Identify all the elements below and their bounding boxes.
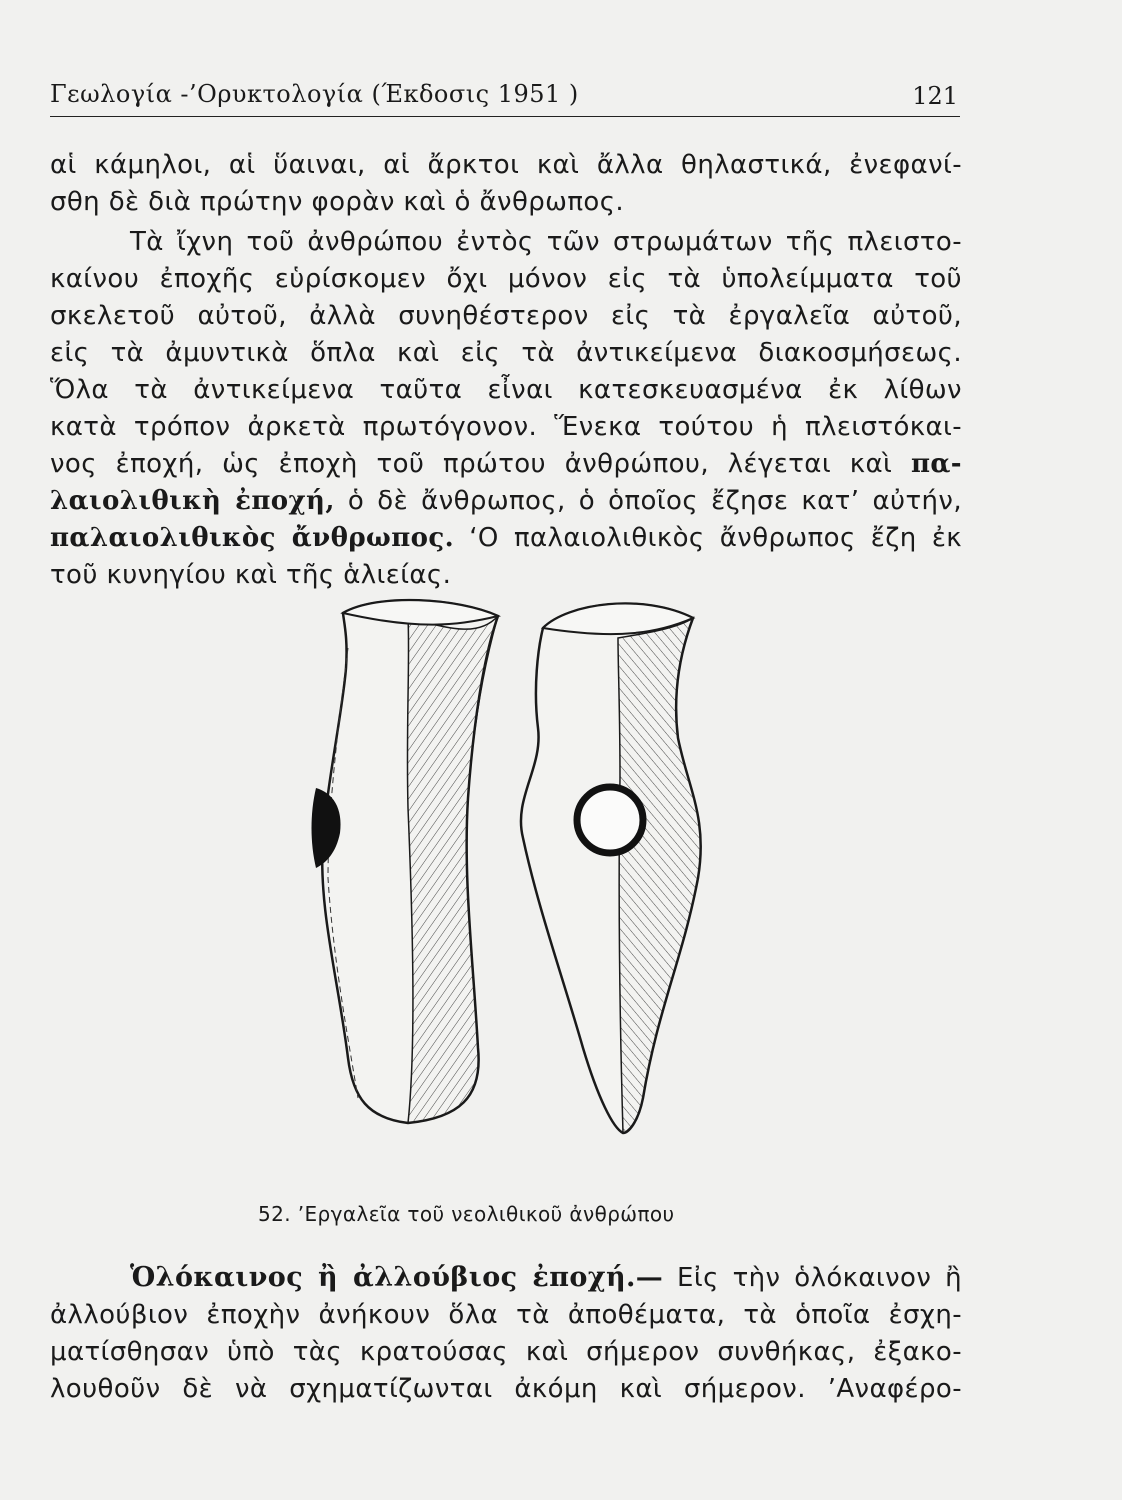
text-line: σκελετοῦ αὐτοῦ, ἀλλὰ συνηθέστερον εἰς τὰ ἐργαλεῖα αὐτοῦ, [50,301,962,331]
text-line [50,520,962,557]
text-line [50,483,962,520]
header-title: Γεωλογία -’Ορυκτολογία (Έκδοσις 1951 ) [50,80,579,108]
stone-tools-figure [298,578,718,1190]
section-heading: Ὁλόκαινος ἢ ἀλλούβιος ἐποχή.— [130,1262,664,1293]
stone-axe-side-view [312,600,499,1123]
text-segment: ‘Ο παλαιολιθικὸς ἄνθρωπος ἔζη ἐκ [469,523,962,553]
text-line: Ὅλα τὰ ἀντικείμενα ταῦτα εἶναι κατεσκευασμένα ἐκ λίθων [50,375,962,405]
text-line [50,446,962,483]
text-segment: Εἰς τὴν ὁλόκαινον ἢ [677,1263,962,1293]
text-line: ματίσθησαν ὑπὸ τὰς κρατούσας καὶ σήμερον συνθήκας, ἐξακο- [50,1337,962,1367]
text-line: Τὰ ἴχνη τοῦ ἀνθρώπου ἐντὸς τῶν στρωμάτων τῆς πλειστο- [130,227,962,257]
text-line: αἱ κάμηλοι, αἱ ὕαιναι, αἱ ἄρκτοι καὶ ἄλλα θηλαστικά, ἐνεφανί- [50,150,962,180]
running-header [50,80,960,117]
text-line: εἰς τὰ ἀμυντικὰ ὅπλα καὶ εἰς τὰ ἀντικείμενα διακοσμήσεως. [50,338,962,368]
text-line: σθη δὲ διὰ πρώτην φορὰν καὶ ὁ ἄνθρωπος. [50,187,625,217]
text-line: λουθοῦν δὲ νὰ σχηματίζωνται ἀκόμη καὶ σήμερον. ’Αναφέρο- [50,1374,962,1404]
paragraph-2 [50,224,962,594]
text-line: ἀλλούβιον ἐποχὴν ἀνήκουν ὅλα τὰ ἀποθέματα, τὰ ὁποῖα ἐσχη- [50,1300,962,1330]
stone-tools-illustration [298,578,718,1190]
page-number: 121 [912,82,958,110]
text-line: τοῦ κυνηγίου καὶ τῆς ἁλιείας. [50,560,452,590]
text-segment: ὁ δὲ ἄνθρωπος, ὁ ὁποῖος ἔζησε κατ’ αὐτήν, [347,486,962,516]
paragraph-3 [50,1259,962,1408]
text-line [50,1259,962,1297]
paragraph-1 [50,147,962,221]
stone-axe-front-view [521,604,701,1133]
figure-caption: 52. ’Εργαλεῖα τοῦ νεολιθικοῦ ἀνθρώπου [258,1202,675,1226]
text-segment: νος ἐποχή, ὡς ἐποχὴ τοῦ πρώτου ἀνθρώπου, λέγεται καὶ [50,449,893,479]
bold-term: λαιολιθικὴ ἐποχή, [50,486,335,516]
bold-term: παλαιολιθικὸς ἄνθρωπος. [50,523,455,553]
text-line: κατὰ τρόπον ἀρκετὰ πρωτόγονον. Ἕνεκα τούτου ἡ πλειστόκαι- [50,412,962,442]
bold-term: πα- [910,449,962,479]
text-line: καίνου ἐποχῆς εὑρίσκομεν ὄχι μόνον εἰς τὰ ὑπολείμματα τοῦ [50,264,962,294]
